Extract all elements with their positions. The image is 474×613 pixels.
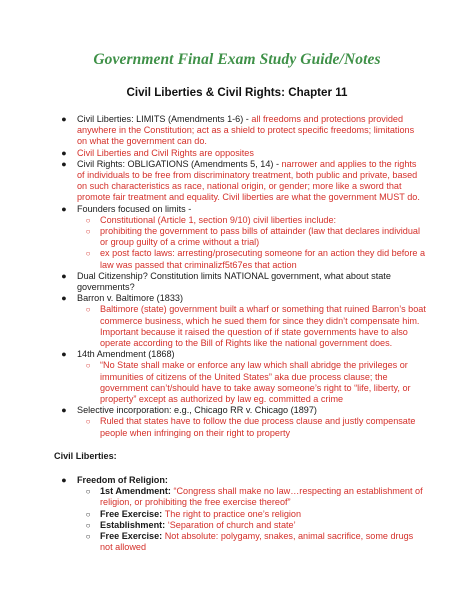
bullet-marker: ● xyxy=(61,158,67,169)
bullet-list xyxy=(54,114,426,439)
bullet-marker: ● xyxy=(61,405,67,416)
section-heading: Civil Liberties: xyxy=(54,451,117,461)
sub-bullet-marker: ○ xyxy=(85,520,91,530)
bullet-marker: ● xyxy=(61,203,67,214)
list-item: ● Selective incorporation: e.g., Chicago RR v. Chicago (1897) ○ Ruled that states have to follow the due process clause and justly compensate people when infringing on their right to property xyxy=(54,405,426,439)
bullet-marker: ● xyxy=(61,475,67,485)
sub-bullet-marker: ○ xyxy=(85,417,91,427)
bullet-list xyxy=(54,475,426,553)
list-item: ● Civil Liberties: LIMITS (Amendments 1-6) - all freedoms and protections provided anywhere in the Constitution; act as a shield to protect specific freedoms; limitations on what the government can do. xyxy=(54,114,426,148)
list-item: ● Dual Citizenship? Constitution limits NATIONAL government, what about state governments? xyxy=(54,271,426,293)
sub-list xyxy=(77,486,426,553)
sub-list-item: ○ Free Exercise: Not absolute: polygamy, snakes, animal sacrifice, some drugs not allowed xyxy=(77,531,426,553)
list-item: ● Freedom of Religion: ○ 1st Amendment: “Congress shall make no law…respecting an establishment of religion, or prohibiting the free exercise thereof” ○ Free Exercise: The right to practice one’s religion ○ Establishment: ‘Separation of church and state’ ○ Free Exercise: Not absolute: polygamy, snakes, animal sacrifice, some drugs not allowed xyxy=(54,475,426,553)
list-item: ● Civil Rights: OBLIGATIONS (Amendments 5, 14) - narrower and applies to the rights of individuals to be free from discriminatory treatment, both public and private, based on such characteristics as race, national origin, or gender; more like a sword that promote fair treatment and equality. Civil liberties are what the government MUST do. xyxy=(54,159,426,204)
sub-bullet-marker: ○ xyxy=(85,361,91,371)
sub-list-item: ○ Constitutional (Article 1, section 9/10) civil liberties include: xyxy=(77,215,426,226)
list-item: ● Civil Liberties and Civil Rights are opposites xyxy=(54,148,426,159)
bullet-marker: ● xyxy=(61,270,67,281)
sub-list xyxy=(77,215,426,271)
sub-list-item: ○ 1st Amendment: “Congress shall make no law…respecting an establishment of religion, or prohibiting the free exercise thereof” xyxy=(77,486,426,508)
bullet-marker: ● xyxy=(61,349,67,360)
list-item: ● Founders focused on limits - ○ Constitutional (Article 1, section 9/10) civil liberties include: ○ prohibiting the government to pass bills of attainder (law that declares individual or group guilty of a crime without a trial) ○ ex post facto laws: arresting/prosecuting someone for an action they did before a law was passed that criminalizf5t67es that action xyxy=(54,204,426,271)
bullet-marker: ● xyxy=(61,114,67,124)
sub-list-item: ○ ex post facto laws: arresting/prosecuting someone for an action they did before a law was passed that criminalizf5t67es that action xyxy=(77,248,426,270)
sub-list-item: ○ Ruled that states have to follow the due process clause and justly compensate people when infringing on their right to property xyxy=(77,416,426,438)
chapter-subtitle: Civil Liberties & Civil Rights: Chapter 11 xyxy=(126,86,348,99)
sub-bullet-marker: ○ xyxy=(85,215,91,225)
sub-bullet-marker: ○ xyxy=(85,305,91,315)
sub-bullet-marker: ○ xyxy=(85,532,91,542)
civil-liberties-notes xyxy=(54,475,426,553)
sub-list xyxy=(77,360,426,405)
sub-list xyxy=(77,416,426,438)
bullet-marker: ● xyxy=(61,293,67,304)
sub-bullet-marker: ○ xyxy=(85,509,91,519)
sub-list-item: ○ Establishment: ‘Separation of church and state’ xyxy=(77,520,426,531)
document-title: Government Final Exam Study Guide/Notes xyxy=(93,51,381,68)
sub-bullet-marker: ○ xyxy=(85,487,91,497)
list-item: ● 14th Amendment (1868) ○ “No State shall make or enforce any law which shall abridge the privileges or immunities of citizens of the United States” aka due process clause; the government can’t/should have to take away someone’s right to “life, liberty, or property” except as authorized by law eg. committed a crime xyxy=(54,349,426,405)
list-item: ● Barron v. Baltimore (1833) ○ Baltimore (state) government built a wharf or something that ruined Barron’s boat commerce business, which he sued them for since they didn’t compensate him. Important because it raised the question of if state governments have to also operate according to the Bill of Rights like the national government does. xyxy=(54,293,426,349)
sub-list xyxy=(77,304,426,349)
sub-list-item: ○ “No State shall make or enforce any law which shall abridge the privileges or immunities of citizens of the United States” aka due process clause; the government can’t/should have to take away someone’s right to “life, liberty, or property” except as authorized by law eg. committed a crime xyxy=(77,360,426,405)
sub-bullet-marker: ○ xyxy=(85,227,91,237)
sub-list-item: ○ prohibiting the government to pass bills of attainder (law that declares individual or group guilty of a crime without a trial) xyxy=(77,226,426,248)
chapter-notes xyxy=(54,114,426,439)
sub-list-item: ○ Baltimore (state) government built a wharf or something that ruined Barron’s boat commerce business, which he sued them for since they didn’t compensate him. Important because it raised the question of if state governments have to also operate according to the Bill of Rights like the national government does. xyxy=(77,304,426,349)
bullet-marker: ● xyxy=(61,147,67,158)
sub-bullet-marker: ○ xyxy=(85,249,91,259)
sub-list-item: ○ Free Exercise: The right to practice one’s religion xyxy=(77,509,426,520)
